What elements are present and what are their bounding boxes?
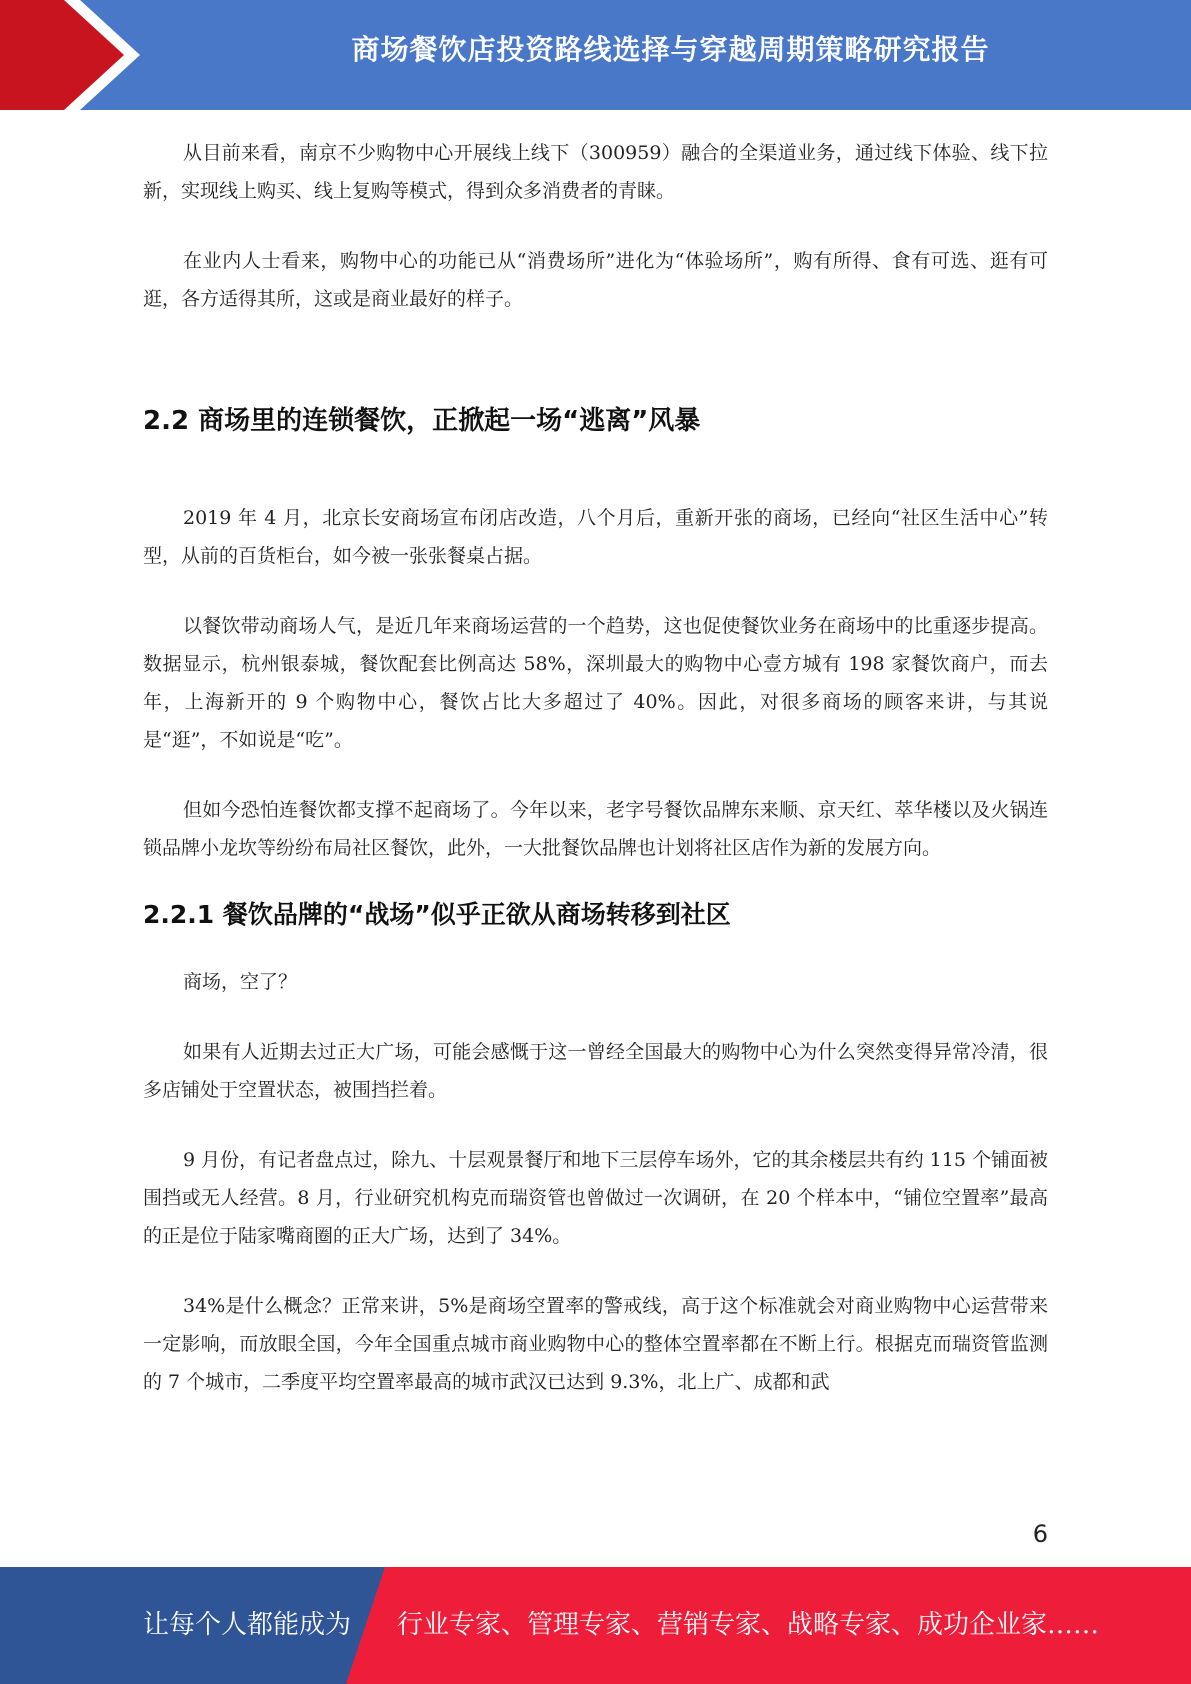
paragraph: 商场，空了？: [183, 971, 298, 993]
paragraph: 在业内人士看来，购物中心的功能已从“消费场所”进化为“体验场所”，购有所得、食有可选、逛有可逛，各方适得其所，这或是商业最好的样子。: [143, 250, 1048, 310]
report-title: 商场餐饮店投资路线选择与穿越周期策略研究报告: [351, 33, 990, 66]
subsection-heading: 2.2.1 餐饮品牌的“战场”似乎正欲从商场转移到社区: [143, 900, 731, 929]
page-content: [143, 134, 1048, 1401]
paragraph: 如果有人近期去过正大广场，可能会感慨于这一曾经全国最大的购物中心为什么突然变得异常冷清，很多店铺处于空置状态，被围挡拦着。: [143, 1041, 1048, 1101]
page-number: 6: [1032, 1520, 1048, 1548]
paragraph: 34%是什么概念？正常来讲，5%是商场空置率的警戒线，高于这个标准就会对商业购物中心运营带来一定影响，而放眼全国，今年全国重点城市商业购物中心的整体空置率都在不断上行。根据克而瑞资管监测的 7 个城市，二季度平均空置率最高的城市武汉已达到 9.3%，北上广、成都和武: [143, 1295, 1048, 1393]
section-heading: 2.2 商场里的连锁餐饮，正掀起一场“逃离”风暴: [143, 406, 701, 436]
footer-slogan-left: 让每个人都能成为: [143, 1610, 352, 1640]
footer-slogan-right: 行业专家、管理专家、营销专家、战略专家、成功企业家……: [397, 1610, 1100, 1640]
page-footer: [0, 1567, 1191, 1684]
page-header: [0, 0, 1191, 110]
paragraph: 但如今恐怕连餐饮都支撑不起商场了。今年以来，老字号餐饮品牌东来顺、京天红、萃华楼以及火锅连锁品牌小龙坎等纷纷布局社区餐饮，此外，一大批餐饮品牌也计划将社区店作为新的发展方向。: [143, 799, 1048, 859]
paragraph: 9 月份，有记者盘点过，除九、十层观景餐厅和地下三层停车场外，它的其余楼层共有约 115 个铺面被围挡或无人经营。8 月，行业研究机构克而瑞资管也曾做过一次调研，在 20 个样本中，“铺位空置率”最高的正是位于陆家嘴商圈的正大广场，达到了 34%。: [143, 1149, 1048, 1247]
paragraph: 以餐饮带动商场人气，是近几年来商场运营的一个趋势，这也促使餐饮业务在商场中的比重逐步提高。数据显示，杭州银泰城，餐饮配套比例高达 58%，深圳最大的购物中心壹方城有 198 家餐饮商户，而去年，上海新开的 9 个购物中心，餐饮占比大多超过了 40%。因此，对很多商场的顾客来讲，与其说是“逛”，不如说是“吃”。: [143, 615, 1048, 751]
paragraph: 从目前来看，南京不少购物中心开展线上线下（300959）融合的全渠道业务，通过线下体验、线下拉新，实现线上购买、线上复购等模式，得到众多消费者的青睐。: [143, 142, 1048, 202]
paragraph: 2019 年 4 月，北京长安商场宣布闭店改造，八个月后，重新开张的商场，已经向“社区生活中心”转型，从前的百货柜台，如今被一张张餐桌占据。: [143, 507, 1048, 567]
